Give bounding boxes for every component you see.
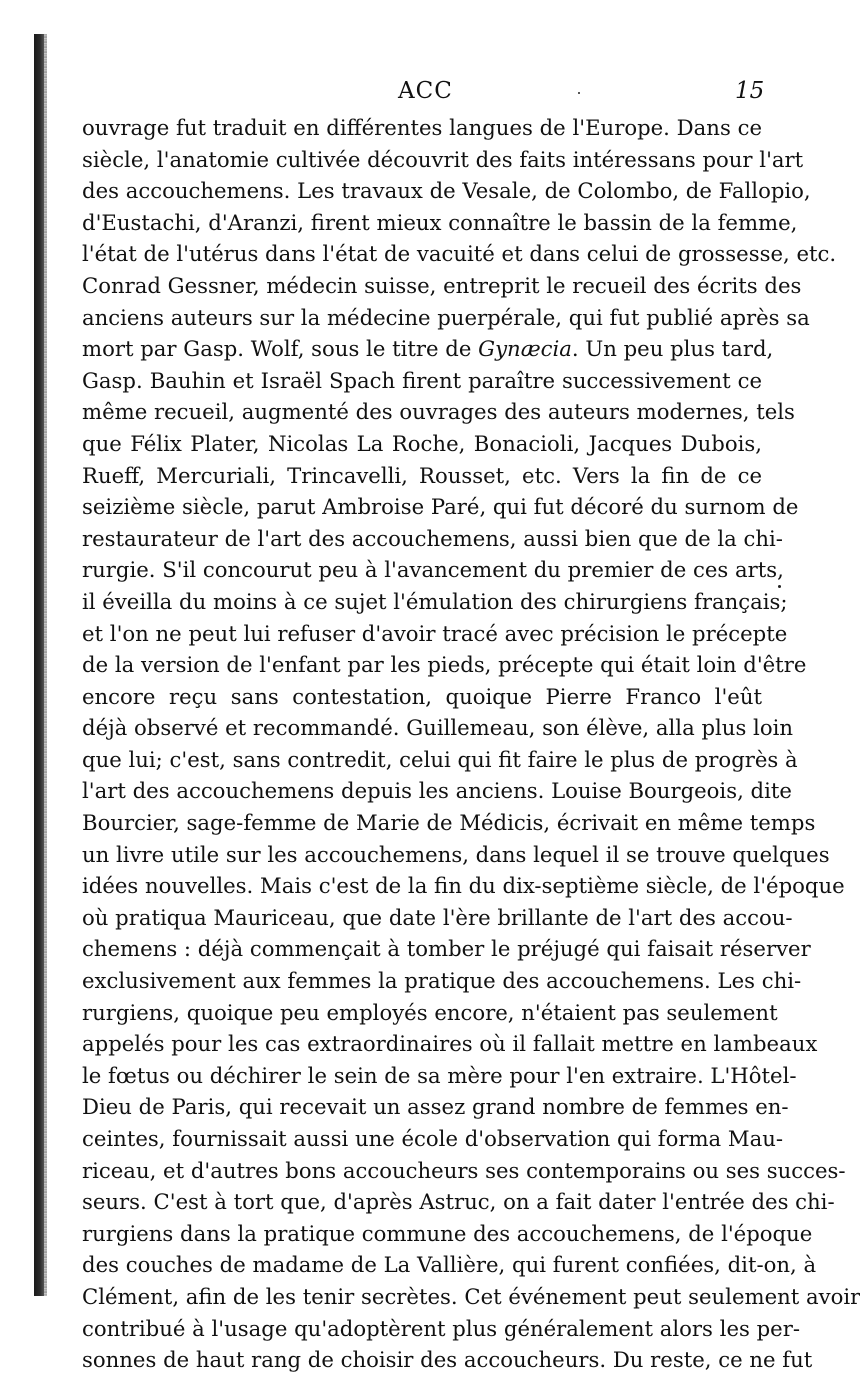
text-line: même recueil, augmenté des ouvrages des auteurs modernes, tels	[82, 399, 795, 425]
text-line: Clément, afin de les tenir secrètes. Cet événement peut seulement avoir	[82, 1283, 860, 1309]
text-line: ouvrage fut traduit en différentes langues de l'Europe. Dans ce	[82, 115, 762, 140]
text-line: Bourcier, sage-femme de Marie de Médicis, écrivait en même temps	[82, 810, 816, 836]
text-line: de la version de l'enfant par les pieds, précepte qui était loin d'être	[82, 652, 807, 678]
text-line: riceau, et d'autres bons accoucheurs ses contemporains ou ses succes-	[82, 1157, 846, 1183]
binding-shadow	[44, 34, 47, 1296]
text-line: exclusivement aux femmes la pratique des accouchemens. Les chi-	[82, 968, 802, 994]
page-number: 15	[735, 78, 765, 104]
text-line: que Félix Plater, Nicolas La Roche, Bonacioli, Jacques Dubois,	[82, 430, 762, 456]
running-title: ACC	[398, 78, 453, 104]
text-line: appelés pour les cas extraordinaires où il fallait mettre en lambeaux	[82, 1031, 818, 1057]
text-line: seurs. C'est à tort que, d'après Astruc, on a fait dater l'entrée des chi-	[82, 1189, 835, 1215]
print-speck	[778, 585, 781, 588]
text-line: le fœtus ou déchirer le sein de sa mère pour l'en extraire. L'Hôtel-	[82, 1062, 797, 1088]
text-line: seizième siècle, parut Ambroise Paré, qui fut décoré du surnom de	[82, 494, 799, 520]
work-title-italic: Gynæcia	[478, 336, 572, 362]
text-line: contribué à l'usage qu'adoptèrent plus généralement alors les per-	[82, 1315, 800, 1341]
text-line: Rueff, Mercuriali, Trincavelli, Rousset, etc. Vers la fin de ce	[82, 462, 762, 488]
text-line: que lui; c'est, sans contredit, celui qui fit faire le plus de progrès à	[82, 746, 798, 772]
text-line: rurgiens dans la pratique commune des accouchemens, de l'époque	[82, 1220, 813, 1246]
text-line: un livre utile sur les accouchemens, dans lequel il se trouve quelques	[82, 841, 830, 867]
text-line: et l'on ne peut lui refuser d'avoir tracé avec précision le précepte	[82, 620, 788, 646]
text-line: des couches de madame de La Vallière, qui furent confiées, dit-on, à	[82, 1252, 817, 1278]
body-text	[82, 112, 860, 1376]
text-line: l'art des accouchemens depuis les anciens. Louise Bourgeois, dite	[82, 778, 792, 804]
text-line: ceintes, fournissait aussi une école d'observation qui forma Mau-	[82, 1126, 784, 1151]
text-line: il éveilla du moins à ce sujet l'émulation des chirurgiens français;	[82, 588, 788, 614]
text-line: restaurateur de l'art des accouchemens, aussi bien que de la chi-	[82, 525, 783, 551]
book-binding-edge	[34, 34, 44, 1296]
text-line: l'état de l'utérus dans l'état de vacuité et dans celui de grossesse, etc.	[82, 241, 837, 267]
text-line: siècle, l'anatomie cultivée découvrit des faits intéressans pour l'art	[82, 146, 804, 172]
text-line: où pratiqua Mauriceau, que date l'ère brillante de l'art des accou-	[82, 904, 793, 930]
text-line: chemens : déjà commençait à tomber le préjugé qui faisait réserver	[82, 936, 811, 962]
text-line: Dieu de Paris, qui recevait un assez grand nombre de femmes en-	[82, 1094, 789, 1120]
text-line: sonnes de haut rang de choisir des accoucheurs. Du reste, ce ne fut	[82, 1347, 813, 1373]
text-line: Gasp. Bauhin et Israël Spach firent paraître successivement ce	[82, 367, 762, 393]
text-line: mort par Gasp. Wolf, sous le titre de Gynæcia. Un peu plus tard,	[82, 336, 774, 362]
text-line: d'Eustachi, d'Aranzi, firent mieux connaître le bassin de la femme,	[82, 209, 798, 235]
text-line: rurgie. S'il concourut peu à l'avancement du premier de ces arts,	[82, 557, 784, 583]
text-line: idées nouvelles. Mais c'est de la fin du dix-septième siècle, de l'époque	[82, 873, 845, 899]
text-line: anciens auteurs sur la médecine puerpérale, qui fut publié après sa	[82, 304, 810, 330]
text-line: des accouchemens. Les travaux de Vesale, de Colombo, de Fallopio,	[82, 178, 811, 204]
text-line: Conrad Gessner, médecin suisse, entreprit le recueil des écrits des	[82, 272, 802, 298]
text-line: déjà observé et recommandé. Guillemeau, son élève, alla plus loin	[82, 715, 794, 741]
text-line: encore reçu sans contestation, quoique Pierre Franco l'eût	[82, 683, 762, 709]
text-line: rurgiens, quoique peu employés encore, n'étaient pas seulement	[82, 999, 778, 1025]
